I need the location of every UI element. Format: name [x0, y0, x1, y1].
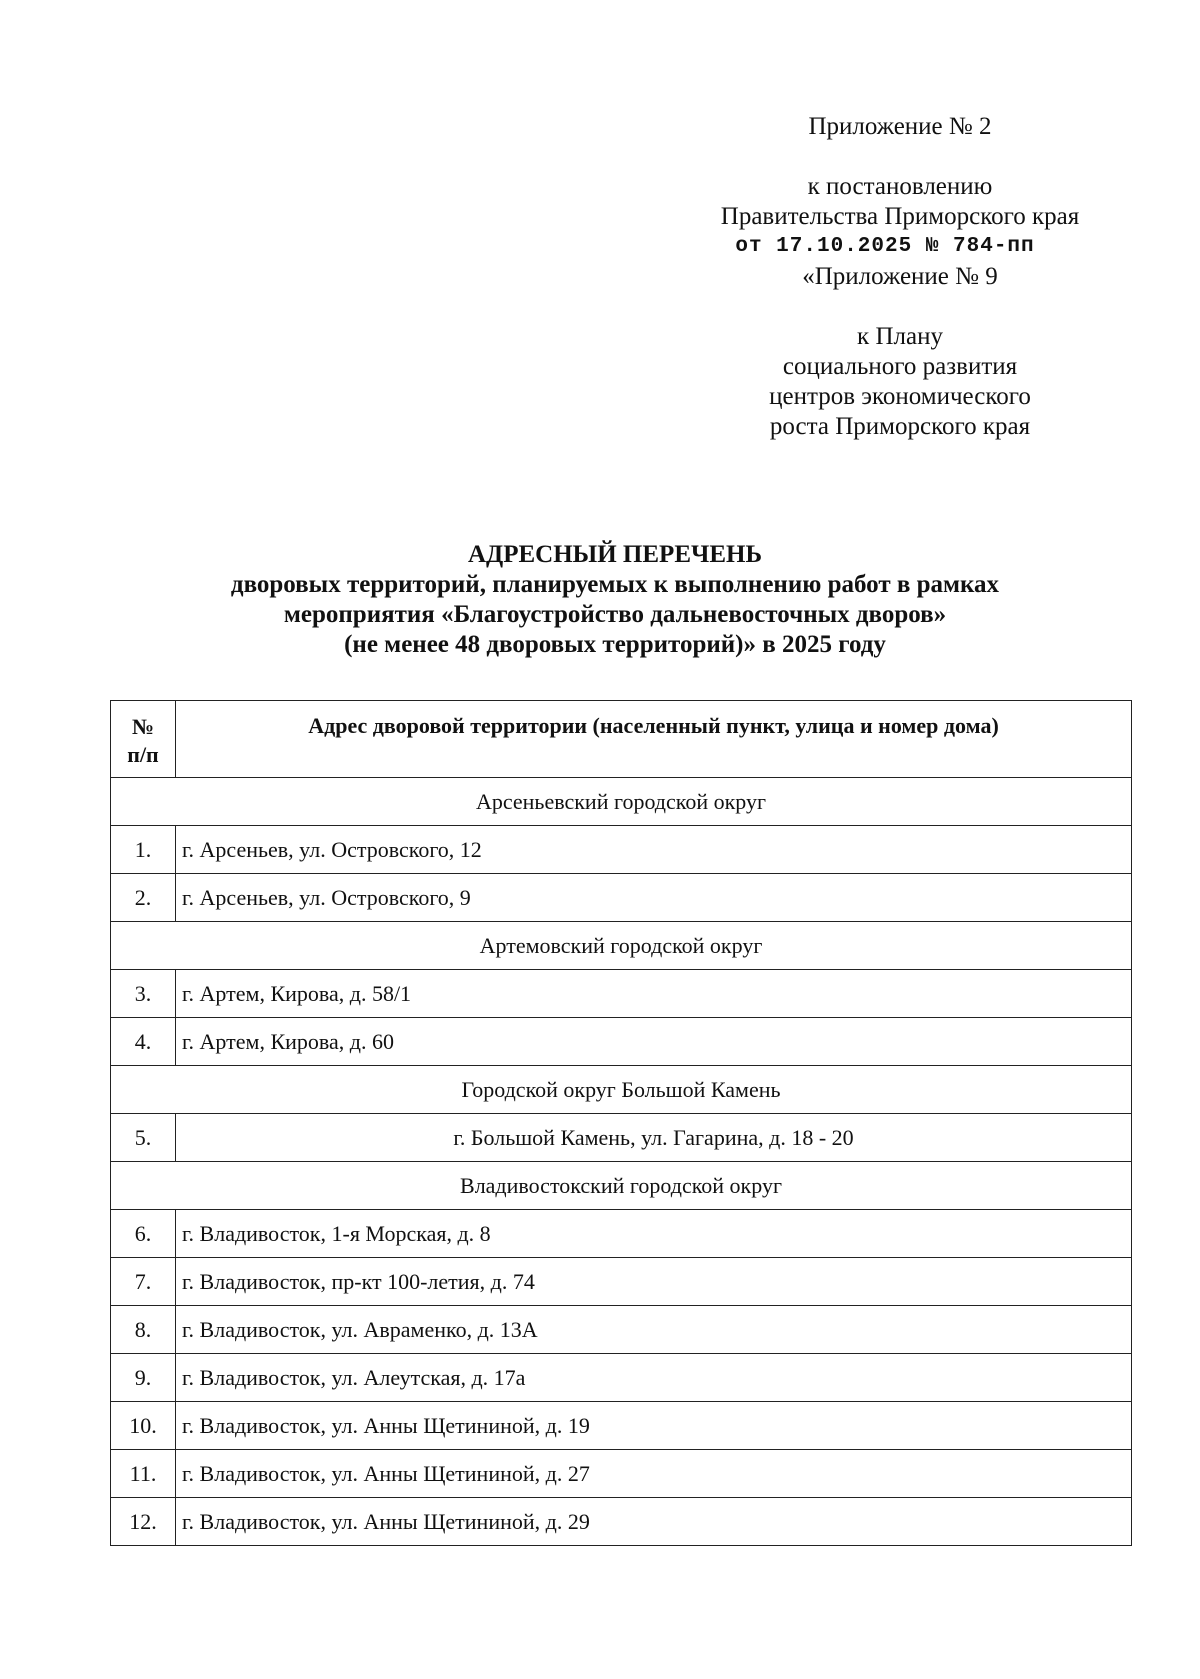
annex-region: роста Приморского края: [769, 413, 1031, 440]
table-header-row: [111, 701, 1132, 778]
row-number: 2.: [111, 874, 176, 922]
title-subtitle-2: мероприятия «Благоустройство дальневосточных дворов»: [283, 601, 947, 628]
table-row: [111, 826, 1132, 874]
row-address: г. Владивосток, ул. Анны Щетининой, д. 19: [176, 1402, 1132, 1450]
row-address: г. Владивосток, ул. Алеутская, д. 17а: [176, 1354, 1132, 1402]
table-row: [111, 1258, 1132, 1306]
document-title: [110, 540, 1120, 660]
group-name: Городской округ Большой Камень: [111, 1066, 1132, 1114]
row-address: г. Арсеньев, ул. Островского, 12: [176, 826, 1132, 874]
annex-growth-centers: центров экономического: [769, 383, 1031, 410]
row-number: 12.: [111, 1498, 176, 1546]
group-name: Артемовский городской округ: [111, 922, 1132, 970]
group-row: [111, 1162, 1132, 1210]
table-row: [111, 1450, 1132, 1498]
row-address: г. Владивосток, пр-кт 100-летия, д. 74: [176, 1258, 1132, 1306]
annex-inner-number: «Приложение № 9: [802, 263, 998, 290]
table-row: [111, 1114, 1132, 1162]
row-address: г. Арсеньев, ул. Островского, 9: [176, 874, 1132, 922]
title-subtitle-3: (не менее 48 дворовых территорий)» в 2025 году: [344, 631, 886, 658]
row-address: г. Владивосток, ул. Анны Щетининой, д. 27: [176, 1450, 1132, 1498]
title-main: АДРЕСНЫЙ ПЕРЕЧЕНЬ: [467, 541, 762, 568]
annex-number: Приложение № 2: [808, 113, 992, 140]
table-row: [111, 1498, 1132, 1546]
table-row: [111, 970, 1132, 1018]
header-number: [111, 701, 176, 778]
title-subtitle-1: дворовых территорий, планируемых к выполнению работ в рамках: [230, 571, 1000, 598]
annex-social-development: социального развития: [782, 353, 1018, 380]
row-address: г. Артем, Кирова, д. 60: [176, 1018, 1132, 1066]
table-row: [111, 874, 1132, 922]
address-table: [110, 700, 1132, 1546]
table-row: [111, 1306, 1132, 1354]
row-number: 9.: [111, 1354, 176, 1402]
table-row: [111, 1402, 1132, 1450]
group-row: [111, 922, 1132, 970]
row-number: 7.: [111, 1258, 176, 1306]
row-address: г. Большой Камень, ул. Гагарина, д. 18 - 20: [176, 1114, 1132, 1162]
resolution-date-number: от 17.10.2025 № 784-пп: [735, 235, 1035, 258]
group-name: Арсеньевский городской округ: [111, 778, 1132, 826]
group-row: [111, 1066, 1132, 1114]
annex-to-resolution: к постановлению: [807, 173, 993, 200]
row-address: г. Владивосток, ул. Анны Щетининой, д. 29: [176, 1498, 1132, 1546]
row-number: 10.: [111, 1402, 176, 1450]
row-address: г. Владивосток, ул. Авраменко, д. 13А: [176, 1306, 1132, 1354]
row-number: 4.: [111, 1018, 176, 1066]
row-number: 8.: [111, 1306, 176, 1354]
header-address: Адрес дворовой территории (населенный пункт, улица и номер дома): [176, 701, 1132, 778]
row-number: 5.: [111, 1114, 176, 1162]
annex-government: Правительства Приморского края: [720, 203, 1080, 230]
row-number: 11.: [111, 1450, 176, 1498]
annex-plan: к Плану: [857, 323, 943, 350]
row-number: 1.: [111, 826, 176, 874]
row-number: 6.: [111, 1210, 176, 1258]
row-number: 3.: [111, 970, 176, 1018]
header-number-line1: №: [131, 714, 155, 739]
table-row: [111, 1210, 1132, 1258]
table-row: [111, 1018, 1132, 1066]
row-address: г. Артем, Кирова, д. 58/1: [176, 970, 1132, 1018]
group-name: Владивостокский городской округ: [111, 1162, 1132, 1210]
header-number-line2: п/п: [127, 742, 159, 767]
row-address: г. Владивосток, 1-я Морская, д. 8: [176, 1210, 1132, 1258]
table-row: [111, 1354, 1132, 1402]
group-row: [111, 778, 1132, 826]
annex-block: [680, 112, 1120, 442]
